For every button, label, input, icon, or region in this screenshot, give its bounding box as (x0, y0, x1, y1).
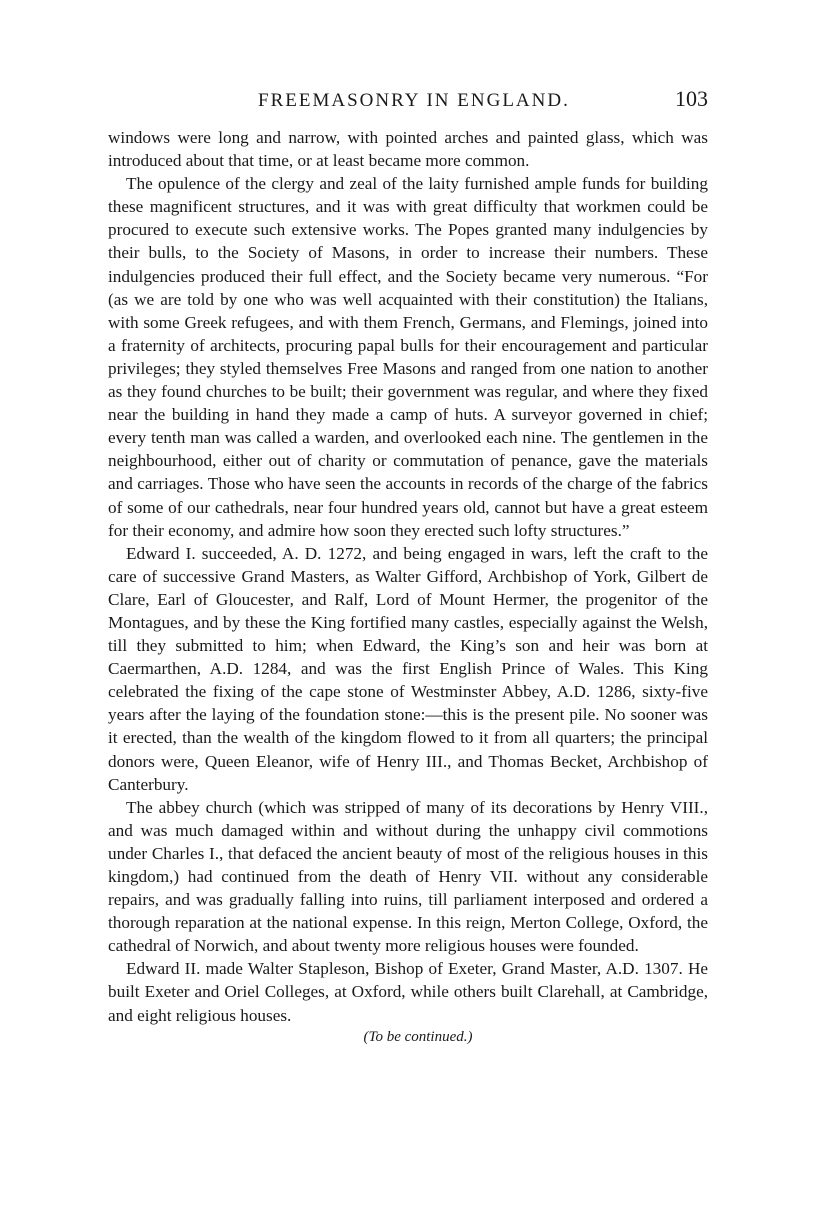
paragraph-edward-i: Edward I. succeeded, A. D. 1272, and being engaged in wars, left the craft to the care of successive Grand Masters, as Walter Gifford, Archbishop of York, Gilbert de Clare, Earl of Gloucester, and Ralf, Lord of Mount Hermer, the progenitor of the Montagues, and by these the King fortified many castles, especially against the Welsh, till they submitted to him; when Edward, the King’s son and heir was born at Caermarthen, A.D. 1284, and was the first English Prince of Wales. This King celebrated the fixing of the cape stone of Westminster Abbey, A.D. 1286, sixty-five years after the laying of the foundation stone:—this is the present pile. No sooner was it erected, than the wealth of the kingdom flowed to it from all quarters; the principal donors were, Queen Eleanor, wife of Henry III., and Thomas Becket, Archbishop of Canterbury. (108, 543, 708, 794)
paragraph-edward-ii: Edward II. made Walter Stapleson, Bishop of Exeter, Grand Master, A.D. 1307. He built Exeter and Oriel Colleges, at Oxford, while others built Clarehall, at Cambridge, and eight religious houses. (108, 959, 708, 1025)
page-number: 103 (675, 86, 708, 111)
to-be-continued-note: (To be continued.) (363, 1028, 473, 1045)
running-head (108, 88, 708, 120)
running-title: FREEMASONRY IN ENGLAND. (258, 90, 570, 111)
paragraph-abbey-church: The abbey church (which was stripped of many of its decorations by Henry VIII., and was much damaged within and without during the unhappy civil commotions under Charles I., that defaced the ancient beauty of most of the religious houses in this kingdom,) had continued from the death of Henry VII. without any considerable repairs, and was gradually falling into ruins, till parliament interposed and ordered a thorough reparation at the national expense. In this reign, Merton College, Oxford, the cathedral of Norwich, and about twenty more religious houses were founded. (108, 797, 708, 956)
paragraph-windows: windows were long and narrow, with pointed arches and painted glass, which was introduced about that time, or at least became more common. (108, 128, 708, 171)
paragraph-opulence: The opulence of the clergy and zeal of the laity furnished ample funds for building these magnificent structures, and it was with great difficulty that workmen could be procured to execute such extensive works. The Popes granted many indulgencies by their bulls, to the Society of Masons, in order to increase their numbers. These indulgencies produced their full effect, and the Society became very numerous. “For (as we are told by one who was well acquainted with their constitution) the Italians, with some Greek refugees, and with them French, Germans, and Flemings, joined into a fraternity of architects, procuring papal bulls for their encouragement and particular privileges; they styled themselves Free Masons and ranged from one nation to another as they found churches to be built; their government was regular, and where they fixed near the building in hand they made a camp of huts. A surveyor governed in chief; every tenth man was called a warden, and overlooked each nine. The gentlemen in the neighbourhood, either out of charity or commutation of penance, gave the materials and carriages. Those who have seen the accounts in records of the charge of the fabrics of some of our cathedrals, near four hundred years old, cannot but have a great esteem for their economy, and admire how soon they erected such lofty structures.” (108, 174, 708, 540)
body-text (108, 126, 708, 1027)
book-page (108, 88, 708, 1046)
